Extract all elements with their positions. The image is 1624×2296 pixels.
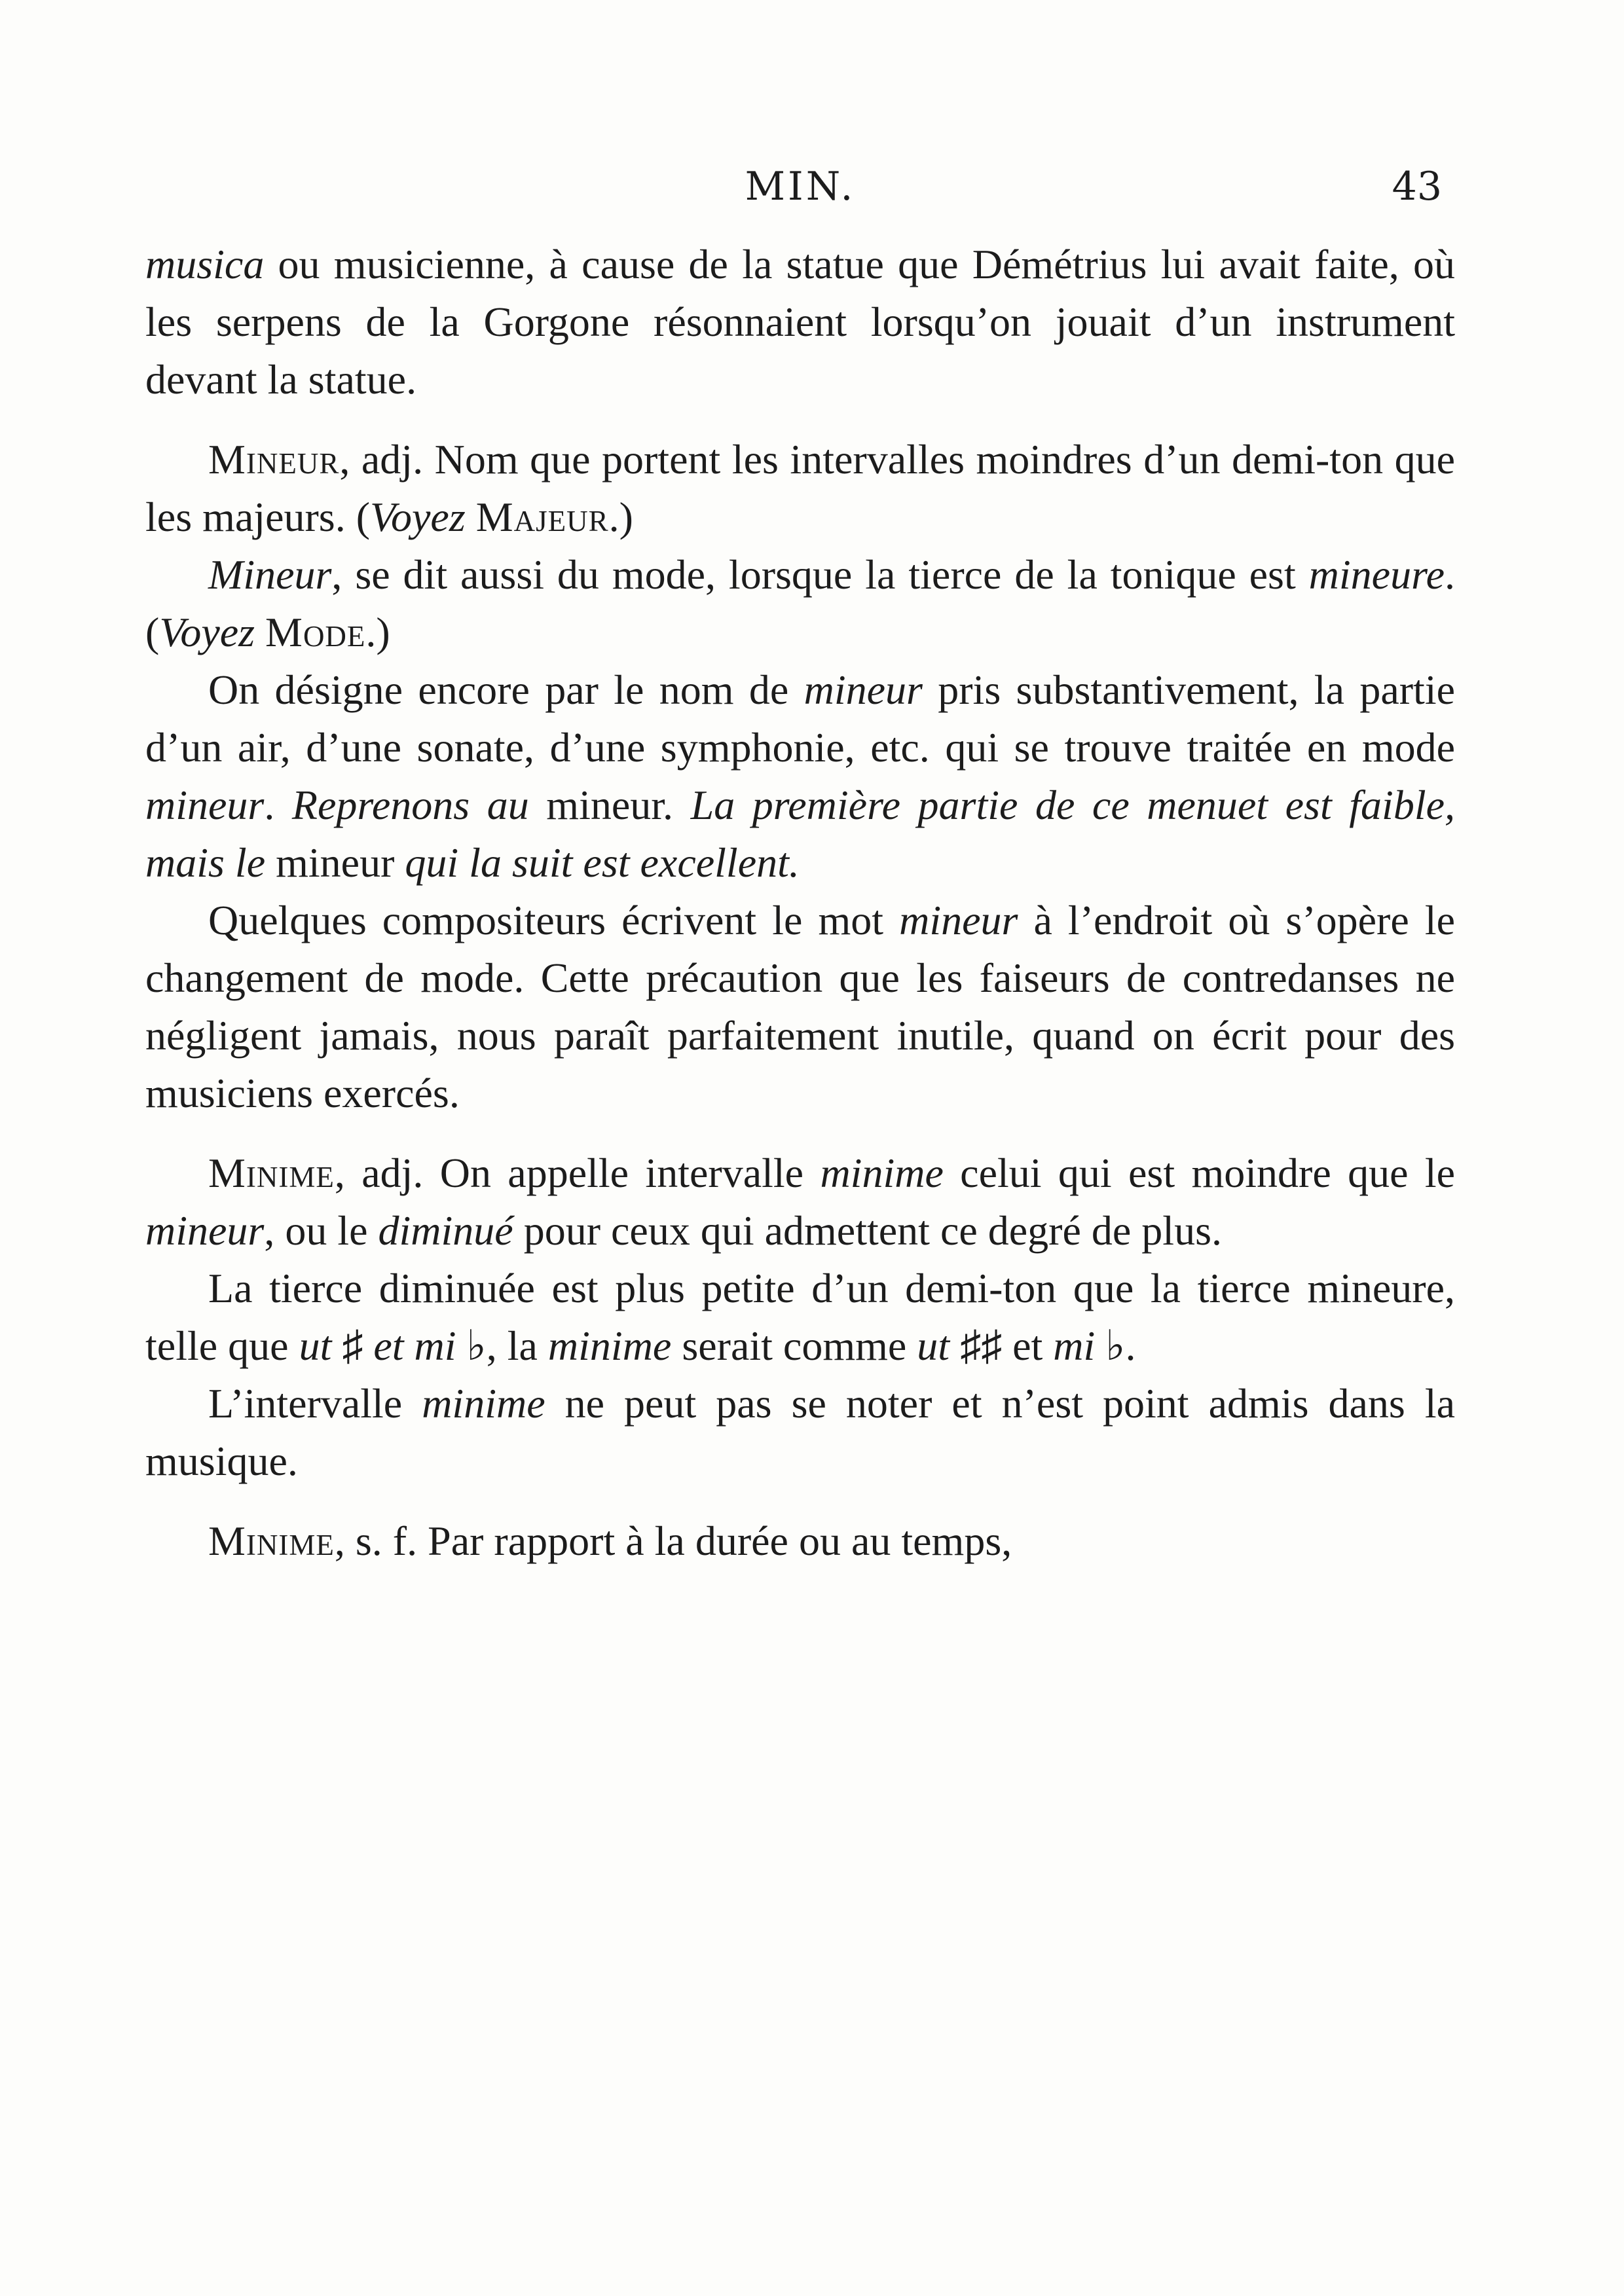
italic-run: mineur	[145, 782, 265, 828]
text-run: pour ceux qui admettent ce degré de plus.	[513, 1207, 1222, 1254]
text-run: La tierce diminuée est plus petite d’un demi-ton que la tierce mineure, telle que	[145, 1265, 1455, 1369]
text-run: , adj. Nom que portent les intervalles moindres d’un demi-ton que les majeurs. (	[145, 436, 1455, 540]
text-run: ♭.	[1095, 1322, 1136, 1369]
italic-run: mi	[1053, 1322, 1096, 1369]
page-number: 43	[1392, 164, 1442, 210]
text-run: ♯♯ et	[950, 1322, 1054, 1369]
text-run: , s. f. Par rapport à la durée ou au temps,	[334, 1518, 1012, 1564]
paragraph-mineur-substantive	[145, 661, 1455, 892]
text-run: , adj. On appelle intervalle	[334, 1150, 821, 1196]
text-run: .)	[608, 494, 633, 540]
text-run: à l’endroit où s’opère le changement de mode. Cette précaution que les faiseurs de contredanses ne négligent jamais, nous paraît parfaitement inutile, quand on écrit pour des musiciens exercés.	[145, 897, 1456, 1116]
text-run: On désigne encore par le nom de	[208, 666, 804, 713]
paragraph-minime-adj-entry	[145, 1144, 1455, 1260]
headword: Minime	[208, 1518, 335, 1564]
headword: Majeur	[475, 494, 609, 540]
text-run: mineur	[265, 839, 405, 886]
italic-run: diminué	[378, 1207, 513, 1254]
headword: Minime	[208, 1150, 335, 1196]
running-title: MIN.	[745, 164, 856, 210]
italic-run: minime	[820, 1150, 944, 1196]
text-run: .	[264, 782, 292, 828]
text-run: .)	[365, 609, 390, 655]
italic-run: mineur	[145, 1207, 265, 1254]
italic-run: Voyez	[159, 609, 255, 655]
paragraph-intervalle-minime	[145, 1375, 1455, 1490]
paragraph-minime-noun-entry	[145, 1512, 1455, 1570]
text-run: ne peut pas se noter et n’est point admis dans la musique.	[145, 1380, 1456, 1484]
italic-run: et mi	[373, 1322, 456, 1369]
headword: Mode	[265, 609, 366, 655]
text-run: ♭, la	[456, 1322, 548, 1369]
text-run	[466, 494, 476, 540]
italic-run: minime	[422, 1380, 545, 1427]
text-run: ou musicienne, à cause de la statue que Démétrius lui avait faite, où les serpens de la Gorgone résonnaient lorsqu’on jouait d’un instrument devant la statue.	[145, 241, 1455, 403]
paragraph-mineur-composers	[145, 892, 1455, 1122]
italic-run: ut	[299, 1322, 332, 1369]
text-run: serait comme	[671, 1322, 917, 1369]
text-run: , se dit aussi du mode, lorsque la tierce de la tonique est	[331, 551, 1309, 598]
paragraph-tierce-diminuee	[145, 1260, 1455, 1375]
text-run: L’intervalle	[208, 1380, 422, 1427]
text-run: Quelques compositeurs écrivent le mot	[208, 897, 900, 943]
italic-run: Voyez	[370, 494, 466, 540]
italic-run: ut	[917, 1322, 950, 1369]
text-run: , ou le	[264, 1207, 378, 1254]
text-run: celui qui est moindre que le	[943, 1150, 1456, 1196]
text-run: . (	[145, 551, 1455, 655]
text-run	[255, 609, 265, 655]
italic-run: La première partie de ce menuet est faible, mais le	[145, 782, 1456, 886]
italic-run: minime	[547, 1322, 672, 1369]
headword: Mineur	[208, 436, 340, 483]
paragraph-mineur-entry	[145, 431, 1455, 546]
italic-run: qui la suit est excellent.	[405, 839, 800, 886]
italic-run: mineur	[803, 666, 923, 713]
running-head	[145, 164, 1455, 236]
italic-run: musica	[145, 241, 265, 287]
italic-run: Reprenons au	[291, 782, 529, 828]
italic-run: mineur	[899, 897, 1018, 943]
italic-run: mineure	[1308, 551, 1445, 598]
text-run: mineur.	[528, 782, 691, 828]
text-run: pris substantivement, la partie d’un air, d’une sonate, d’une symphonie, etc. qui se trouve traitée en mode	[145, 666, 1456, 771]
body-text	[145, 236, 1455, 1570]
book-page	[145, 164, 1455, 2095]
paragraph-musica-continuation	[145, 236, 1455, 409]
paragraph-mineur-mode	[145, 546, 1455, 661]
text-run: ♯	[331, 1322, 374, 1369]
italic-run: Mineur	[208, 551, 332, 598]
